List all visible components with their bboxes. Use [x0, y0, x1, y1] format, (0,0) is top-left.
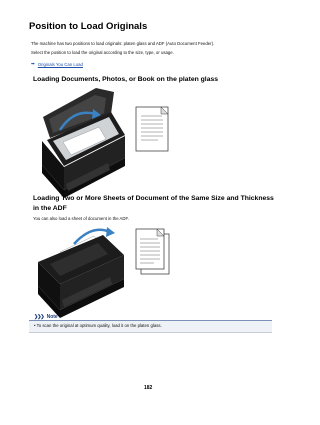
note-icon: ❯❯❯ [34, 314, 44, 320]
link-arrow-icon: ➡ [31, 61, 35, 66]
section-2-body: You can also load a sheet of document in the ADF. [33, 216, 129, 221]
originals-you-can-load-link[interactable]: Originals You Can Load [37, 61, 83, 67]
note-item [34, 323, 162, 328]
section-1-heading: Loading Documents, Photos, or Book on the platen glass [33, 76, 219, 83]
intro-line-1: The machine has two positions to load originals: platen glass and ADF (Auto Document Feeder). [31, 41, 215, 46]
note-label: Note [46, 314, 58, 320]
page-number: 182 [144, 385, 153, 391]
note-item-text: To scan the original at optimum quality, load it on the platen glass. [36, 323, 162, 328]
section-2-heading-line-1: Loading Two or More Sheets of Document of the Same Size and Thickness [33, 195, 274, 202]
page-title: Position to Load Originals [29, 21, 148, 32]
note-bullet: • [34, 323, 37, 328]
intro-line-2: Select the position to load the original according to the size, type, or usage. [31, 50, 174, 55]
section-2-heading-line-2: in the ADF [33, 205, 67, 212]
